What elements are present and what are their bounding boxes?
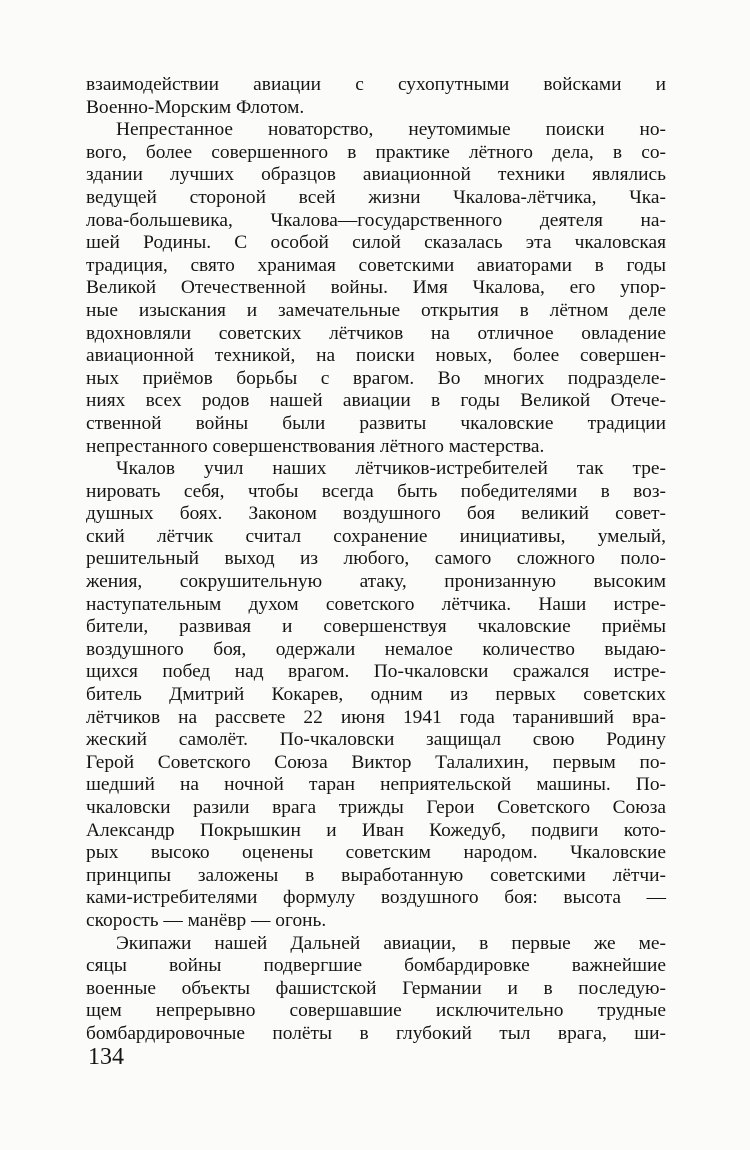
text-line: душных боях. Законом воздушного боя великий совет- — [86, 503, 666, 525]
text-line: вдохновляли советских лётчиков на отличное овладение — [86, 322, 666, 344]
text-line: Военно-Морским Флотом. — [86, 96, 305, 118]
text-line: рых высоко оценены советским народом. Чкаловские — [86, 842, 666, 864]
text-line: Непрестанное новаторство, неутомимые поиски но- — [116, 119, 666, 141]
text-line: щихся побед над врагом. По-чкаловски сражался истре- — [86, 661, 666, 683]
text-line: Экипажи нашей Дальней авиации, в первые же ме- — [116, 932, 666, 954]
text-line: наступательным духом советского лётчика. Наши истре- — [86, 593, 666, 615]
text-line: военные объекты фашистской Германии и в последую- — [86, 977, 666, 999]
page-number: 134 — [88, 1044, 124, 1070]
paragraph — [86, 119, 666, 458]
text-line: щем непрерывно совершавшие исключительно трудные — [86, 1000, 666, 1022]
text-line: чкаловски разили врага трижды Герои Советского Союза — [86, 797, 666, 818]
text-line: жения, сокрушительную атаку, пронизанную высоким — [86, 571, 666, 593]
text-line: ведущей стороной всей жизни Чкалова-лётчика, Чка- — [86, 186, 666, 208]
text-line: ственной войны были развиты чкаловские традиции — [86, 412, 666, 434]
text-line: лётчиков на рассвете 22 июня 1941 года таранивший вра- — [86, 706, 666, 728]
text-line: бители, развивая и совершенствуя чкаловские приёмы — [86, 616, 666, 638]
text-line: нировать себя, чтобы всегда быть победителями в воз- — [86, 480, 666, 502]
text-line: Чкалов учил наших лётчиков-истребителей так тре- — [116, 458, 666, 480]
text-line: решительный выход из любого, самого сложного поло- — [86, 548, 666, 570]
text-line: шедший на ночной таран неприятельской машины. По- — [86, 774, 666, 796]
text-line: Великой Отечественной войны. Имя Чкалова, его упор- — [86, 277, 666, 299]
text-line: лова-большевика, Чкалова—государственного деятеля на- — [86, 209, 666, 231]
text-line: жеский самолёт. По-чкаловски защищал свою Родину — [86, 729, 666, 751]
text-line: сяцы войны подвергшие бомбардировке важнейшие — [86, 955, 666, 977]
text-line: Александр Покрышкин и Иван Кожедуб, подвиги кото- — [86, 819, 666, 841]
text-line: непрестанного совершенствования лётного мастерства. — [86, 435, 545, 457]
text-line: бомбардировочные полёты в глубокий тыл врага, ши- — [86, 1022, 666, 1044]
paragraph — [86, 74, 666, 119]
text-line: ками-истребителями формулу воздушного боя: высота — — [86, 887, 666, 909]
text-line: скорость — манёвр — огонь. — [86, 909, 327, 931]
text-line: воздушного боя, одержали немалое количество выдаю- — [86, 638, 666, 660]
page-body — [86, 74, 666, 1046]
text-line: принципы заложены в выработанную советскими лётчи- — [86, 864, 666, 886]
text-line: ниях всех родов нашей авиации в годы Великой Отече- — [86, 390, 666, 412]
paragraph — [86, 458, 666, 932]
paragraph — [86, 933, 666, 1046]
text-line: вого, более совершенного в практике лётного дела, в со- — [86, 141, 666, 163]
text-line: здании лучших образцов авиационной техники являлись — [86, 164, 666, 186]
text-line: шей Родины. С особой силой сказалась эта чкаловская — [86, 232, 666, 254]
text-line: Герой Советского Союза Виктор Талалихин, первым по- — [86, 751, 666, 773]
text-line: ных приёмов борьбы с врагом. Во многих подразделе- — [86, 367, 666, 389]
text-line: ные изыскания и замечательные открытия в лётном деле — [86, 299, 666, 321]
text-line: взаимодействии авиации с сухопутными войсками и — [86, 74, 666, 95]
text-line: битель Дмитрий Кокарев, одним из первых советских — [86, 684, 666, 706]
text-line: ский лётчик считал сохранение инициативы, умелый, — [86, 525, 666, 547]
text-line: традиция, свято хранимая советскими авиаторами в годы — [86, 254, 666, 276]
text-line: авиационной техникой, на поиски новых, более совершен- — [86, 345, 666, 367]
